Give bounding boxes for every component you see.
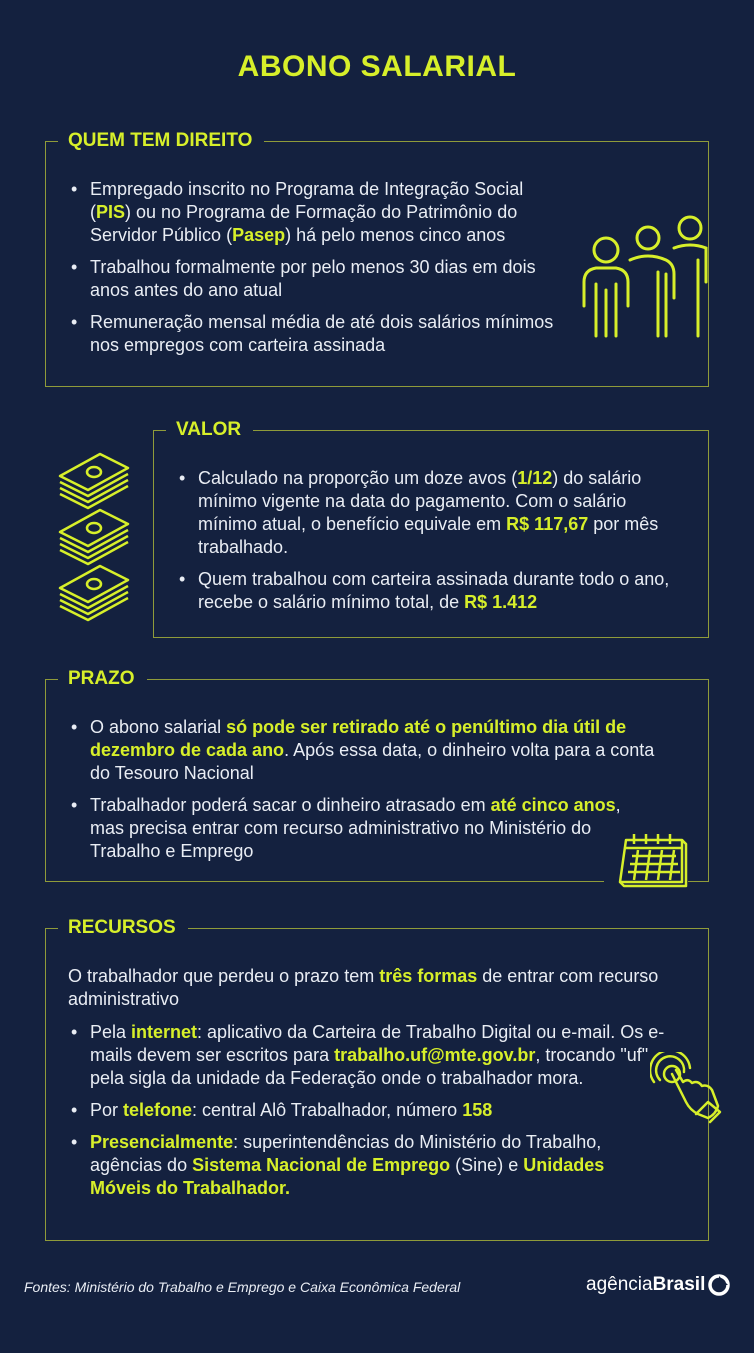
list-item: • Calculado na proporção um doze avos (1/12) do salário mínimo vigente na data do pagamento. Com o salário mínimo atual, o benefício equivale em R$ 117,67 por mês trabalhado. — [176, 467, 686, 559]
section-label: PRAZO — [58, 666, 147, 692]
list-item: • Presencialmente: superintendências do Ministério do Trabalho, agências do Sistema Nacional de Emprego (Sine) e Unidades Móveis do Trabalhador. — [68, 1131, 668, 1200]
list-item: • Por telefone: central Alô Trabalhador, número 158 — [68, 1099, 668, 1122]
touch-hand-icon — [650, 1052, 722, 1124]
logo-bold-text: Brasil — [652, 1274, 706, 1295]
money-stack-icon — [56, 446, 132, 624]
list-item: • Pela internet: aplicativo da Carteira de Trabalho Digital ou e-mail. Os e-mails devem ser escritos para trabalho.uf@mte.gov.br, trocando "uf" pela sigla da unidade da Federação onde o trabalhador mora. — [68, 1021, 668, 1090]
section-label: RECURSOS — [58, 915, 188, 941]
logo-circle-icon — [707, 1273, 731, 1297]
intro-text: O trabalhador que perdeu o prazo tem três formas de entrar com recurso administrativo — [68, 966, 659, 1009]
section-recursos — [45, 917, 709, 1241]
section-valor — [153, 419, 709, 638]
list-item: • Trabalhou formalmente por pelo menos 30 dias em dois anos antes do ano atual — [68, 256, 568, 302]
section-label: VALOR — [166, 417, 253, 443]
list-item: • Empregado inscrito no Programa de Integração Social (PIS) ou no Programa de Formação do Patrimônio do Servidor Público (Pasep) há pelo menos cinco anos — [68, 178, 568, 247]
people-icon — [578, 212, 712, 340]
page-title: ABONO SALARIAL — [237, 50, 517, 83]
footer-source: Fontes: Ministério do Trabalho e Emprego e Caixa Econômica Federal — [24, 1279, 461, 1295]
list-item: • Quem trabalhou com carteira assinada durante todo o ano, recebe o salário mínimo total, de R$ 1.412 — [176, 568, 686, 614]
section-label: QUEM TEM DIREITO — [58, 128, 264, 154]
list-item: • O abono salarial só pode ser retirado até o penúltimo dia útil de dezembro de cada ano. Após essa data, o dinheiro volta para a conta do Tesouro Nacional — [68, 716, 658, 785]
brand-logo — [586, 1273, 731, 1297]
list-item: • Trabalhador poderá sacar o dinheiro atrasado em até cinco anos, mas precisa entrar com recurso administrativo no Ministério do Trabalho e Emprego — [68, 794, 658, 863]
list-item: • Remuneração mensal média de até dois salários mínimos nos empregos com carteira assinada — [68, 311, 568, 357]
calendar-icon — [618, 830, 688, 888]
logo-light-text: agência — [586, 1274, 653, 1295]
